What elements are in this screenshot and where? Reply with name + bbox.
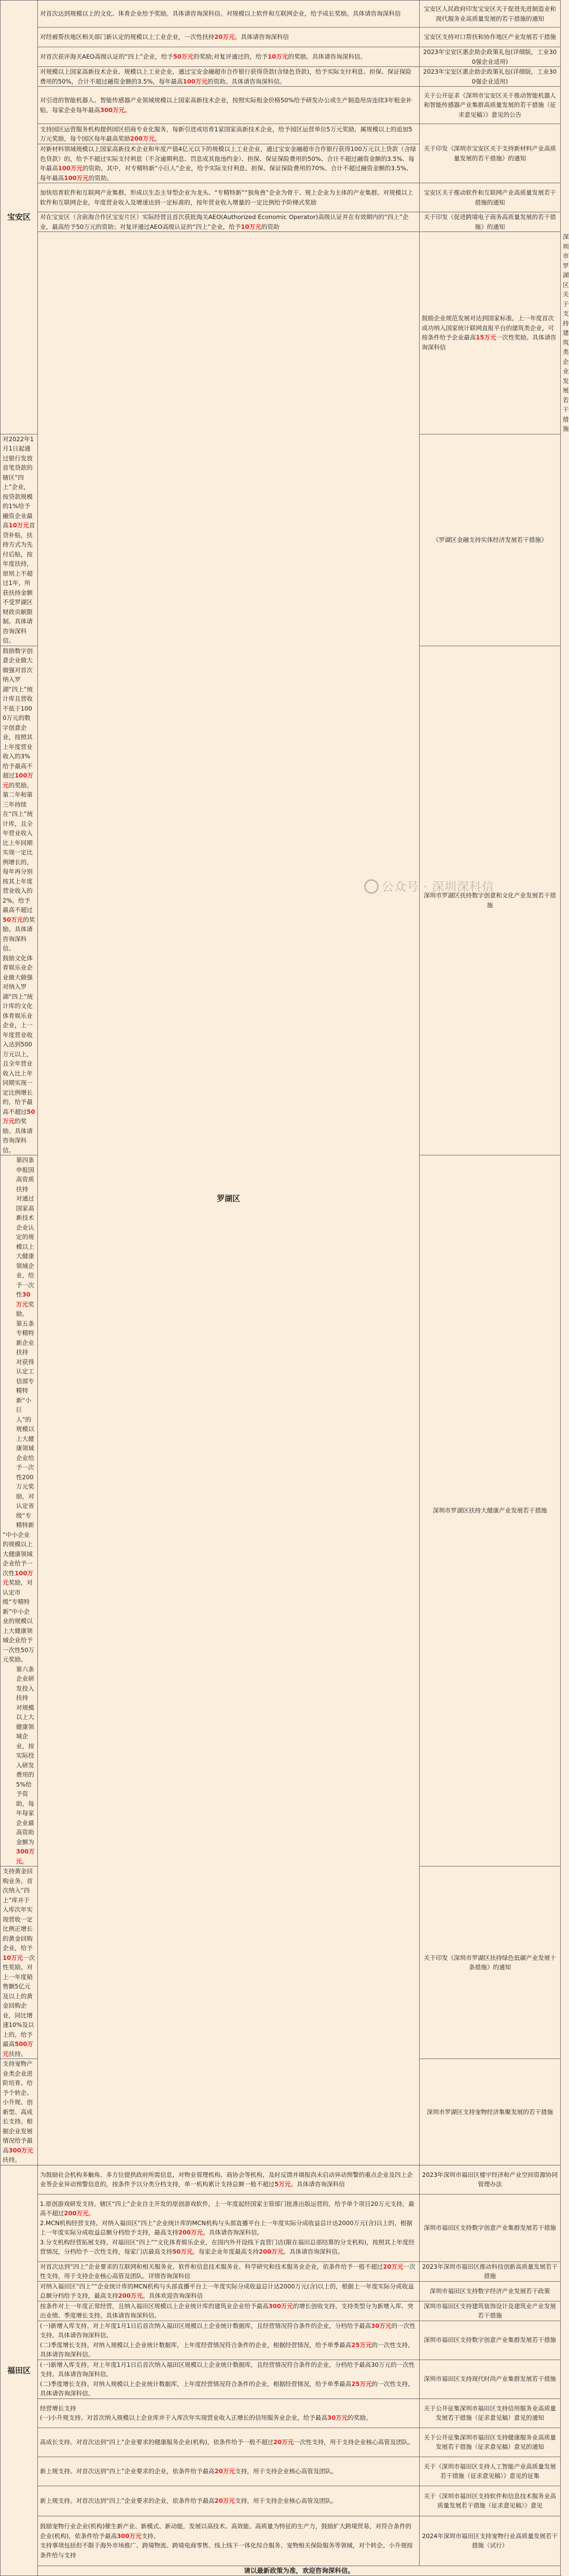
amount-highlight: 200万元 bbox=[178, 2229, 203, 2236]
policy-cell: 新上规支持。对首次达到“四上”企业要求的企业，依条件给予最高20万元支持，用于支持企业核心高管及团队。 bbox=[38, 2457, 420, 2486]
policy-cell: 对规模以上国家高新技术企业、规模以上工业企业，通过宝安金融超市合作银行获得贷款(含绿色贷款)，给予实际支付利息、担保、保证保险费用的50%，合计不超过融资金额的3.5%，每年最高100万元的资助。具体请咨询深科信。 bbox=[38, 67, 420, 87]
source-cell: 深圳市福田区支持数字创意产业集群发展若干措施 bbox=[420, 2321, 561, 2360]
policy-cell: 对首次达到“四上”企业要求的互联网和相关服务业、软件和信息技术服务业、科学研究和技术服务业企业，依条件给予一般不超过20万元一次性支持，用于支持企业核心高管及团队。详情咨询深科信 bbox=[38, 2261, 420, 2281]
policy-cell: 新上规支持。对首次达到“四上”企业要求的企业，依条件给予最高20万元支持，用于支持企业核心高管及团队。 bbox=[38, 2486, 420, 2516]
policy-cell: 鼓励数字创意企业做大做强对首次纳入罗湖“四上”统计库且营收不低于1000万元的数字创意企业，按照其上年度营业收入的3%给予最高不超过100万元的奖励。第二年和第三年持续在“四上”统计库，且全年营业收入比上年同期实现一定比例增长的，每年再分别按其上年度营业收入的2%，给予最高不超过50万元的奖励。具体请咨询深科信。 鼓励文化体育娱乐业企业做大做强对纳入罗湖“四上”统计库的文化体育娱乐业企业，上一年度营业收入达到500万元以上，且全年营业收入比上年同期实现一定比例增长的，给予最高不超过50万元的奖励。具体请咨询深科信。 bbox=[1, 646, 38, 1155]
amount-highlight: 50万元 bbox=[173, 53, 194, 61]
source-cell: 关于印发《深圳市宝安区关于支持新材料产业高质量发展的若干措施》的通知 bbox=[420, 124, 561, 183]
policy-cell: (一)新增入库支持。对上年度1月1日后首次纳入福田区规模以上企业统计数据库，且经营情况符合条件的企业，分档给予最高30万元的一次性支持。具体请咨询深科信。 (二)季度增长支持。对纳入规模以上企业统计数据库，上年度经营情况符合条件的企业，根据经营情况，给予单季最高25万元的一次性支持。具体请咨询深科信。 bbox=[38, 2321, 420, 2360]
policy-cell: 对纳入福田区“四上”“企业统计库的MCN机构与头部直播平台上一年度实际分成收益总计达2000万元(含)以上的，根据上一年度实际分成收益总额分档给予支持，最高支持200万元。具体欢迎咨询深科信 bbox=[38, 2281, 420, 2301]
amount-highlight: 300万元 bbox=[8, 2146, 33, 2154]
watermark-text: 公众号 · 深圳深科信 bbox=[382, 880, 494, 894]
source-cell: 关于印发《促进跨境电子商务高质量发展的若干措施》的通知 bbox=[420, 212, 561, 232]
district-cell: 罗湖区 bbox=[38, 232, 420, 2165]
table-row bbox=[1, 212, 561, 232]
source-cell: 关于公开征集深圳市福田区支持健康服务业高质量发展若干措施（征求意见稿）意见的通知 bbox=[420, 2428, 561, 2457]
policy-cell: 对首次达到规模以上的文化、体育企业给予奖励。具体请咨询深科信。对规模以上软件和互联网企业，给予成长奖励。具体请咨询深科信 bbox=[38, 1, 420, 28]
table-row bbox=[1, 2486, 561, 2516]
amount-highlight: 20万元 bbox=[214, 2467, 235, 2475]
source-cell: 关于《深圳市福田区支持人工智能产业高质量发展若干措施（征求意见稿）》意见的征集 bbox=[420, 2457, 561, 2486]
source-cell: 宝安区支持对口帮扶和协作地区产业发展若干措施 bbox=[420, 28, 561, 47]
table-row bbox=[1, 183, 561, 212]
policy-cell: 1.原创游戏研发支持。辖区“四上”企业自主开发的原创游戏软件，上一年度起经国家主管部门批准出版运营的，给予单个项目20万元支持，最高不超过200万元。 2.MCN机构经营支持。对纳入福田区“四上”企业统计库的MCN机构与头部直播平台上一年度实际分成收益总计达2000万元(含)以上的，根据上一年度实际分成收益总额分档给予支持，最高支持200万元。具体请咨询深科信。 3.分支机构经营拓展支持。对福田区“四上”“文化体育娱乐企业，在国内外开设线下直营门店(限在福田总部结算的分支机构)，按照其上年度经营情况，分档给予一次性支持，每家门店最高支持50万元，每家企业年度最高支持200万元。具体请咨询深科信。 bbox=[38, 2194, 420, 2261]
source-cell: 2023年宝安区惠企助企政策礼包(详细版，工业300强企业适用) bbox=[420, 47, 561, 67]
table-row bbox=[1, 2321, 561, 2360]
source-cell: 关于印发《深圳市罗湖区扶持绿色低碳产业发展十条措施》的通知 bbox=[420, 1866, 561, 2059]
table-row bbox=[1, 28, 561, 47]
policy-cell: 高成长支持。对首次达到“四上”企业要求的健康服务企业(机构)，依条件给予一般不超过20万元一次性支持，用于支持企业核心高管及团队。 bbox=[38, 2428, 420, 2457]
amount-highlight: 20万元 bbox=[214, 2497, 235, 2504]
source-cell: 2023年宝安区惠企助企政策礼包(详细版，工业300强企业适用) bbox=[420, 67, 561, 87]
source-cell: 深圳市罗湖区支持宠物经济集聚发展的若干措施 bbox=[420, 2059, 561, 2165]
table-row bbox=[1, 2301, 561, 2321]
amount-highlight: 50万元 bbox=[3, 916, 23, 923]
policy-cell: 按条件对上一年度正常经营，且纳入福田区规模以上企业统计库的建筑业企业给予最高300万元的增长创收支持，支持类型分为新增入库、突出业绩、季度增长支持。具体请咨询深科信。 bbox=[38, 2301, 420, 2321]
amount-highlight: 10万元 bbox=[268, 53, 288, 61]
source-cell: 深圳市福田区支持数字创意产业集群发展若干措施 bbox=[420, 2194, 561, 2261]
amount-highlight: 10万元 bbox=[3, 1954, 23, 1961]
table-row bbox=[1, 2457, 561, 2486]
policy-cell: 对引进的智能机器人、智能传感器产业领域规模以上国家高新技术企业，按照实际租金价格50%给予研发办公或生产制造用房连续3年租金补贴，每家企业每年最高300万元。 bbox=[38, 87, 420, 124]
amount-highlight: 300万元 bbox=[117, 2532, 142, 2540]
amount-highlight: 300万元 bbox=[16, 1848, 35, 1865]
amount-highlight: 50万元 bbox=[3, 1108, 35, 1125]
policy-cell: 为鼓励社会机构多触角、多方位提供政府所需信息，对物业管理机构、商协会等机构，及时反馈并填报尚未启动异动预警的重点企业及四上企业等企业异动预警信息的，按条件予以分类分档支持，单一机构累计支持总额一般不超过5万元。具体请咨询深科信 bbox=[38, 2165, 420, 2194]
amount-highlight: 10万元 bbox=[241, 223, 261, 230]
policy-cell: 支持黄金回购业务。首次纳入“四上”库并于入库次年实现营收一定比例正增长的黄金回购企业，给予10万元一次性奖励。对上一年度销售额5亿元及以上的黄金回购企业，同比增速10%及以上的，给予最高500万元扶持。 bbox=[1, 1866, 38, 2059]
table-row bbox=[1, 47, 561, 67]
amount-highlight: 300万元 bbox=[268, 2302, 293, 2310]
source-cell: 2023年深圳市福田区楼宇经济和产业空间资源协同管理办法 bbox=[420, 2165, 561, 2194]
amount-highlight: 25万元 bbox=[351, 2380, 372, 2388]
amount-highlight: 50万元 bbox=[172, 2248, 193, 2255]
amount-highlight: 20万元 bbox=[214, 33, 235, 41]
source-cell: 宝安区关于推动软件和互联网产业高质量发展若干措施的通知 bbox=[420, 183, 561, 212]
amount-highlight: 200万元 bbox=[130, 135, 155, 142]
policy-cell: 加快培育软件和互联网产业集群，形成以生态主导型企业为龙头、“专精特新”“独角兽”企业为骨干、规上企业为主体的产业集群。对规模以上软件和互联网企业，年度营业收入及增速达到一定标准的，按年营业收入增量的一定比例给予阶梯式奖励 bbox=[38, 183, 420, 212]
policy-cell: 对在宝安区（含前海合作区宝安片区）实际经营且首次获批海关AEO(Authorized Economic Operator)高级认证并在有效期内的“四上”企业，最高给予50万元的资助；对复评通过AEO高级认证的“四上”企业，给予10万元的资助 bbox=[38, 212, 420, 232]
source-cell: 深圳市福田区支持现代时尚产业集群发展若干措施 bbox=[420, 2360, 561, 2398]
table-row bbox=[1, 87, 561, 124]
amount-highlight: 200万元 bbox=[258, 2248, 284, 2255]
policy-cell: 鼓励宠物行业企业(机构)催生新产业、新模式、新动能，发展以高技术、高效能、高质量为特征的生产力，鼓励扩大跨境贸易，对符合条件的企业(机构)，依条件给予最高300万元支持。 支持事项包括但不限于海外市场推广、跨境物流、跨境电商零售、线上线下一体化综合服务、宠物相关保险服务等领域，对个转企、小升规按条件给与支持 bbox=[38, 2516, 420, 2566]
district-cell: 宝安区 bbox=[1, 1, 38, 434]
policy-cell: 支持园区运营服务机构提供园区招商专业化服务，每新引进或培育1家国家高新技术企业，给予园区运营单位5万元奖励，属规模以上的追加5万元奖励，每个园区每年最高奖励200万元。 bbox=[38, 124, 420, 144]
footer-row bbox=[1, 2566, 561, 2576]
amount-highlight: 10万元 bbox=[8, 522, 29, 529]
policy-cell: 支持宠物产业类企业进阶培育。给予个转企、小升规、创新型、高成长支持。根据企业发展情况给予最高300万元扶持。 bbox=[1, 2059, 38, 2165]
amount-highlight: 100万元 bbox=[183, 77, 207, 85]
policy-cell: 对新材料领域规模以上国家高新技术企业和年度产值4亿元以下的规模以上工业企业，通过宝安金融超市合作银行获得100万元以上贷款（含绿色贷款）的，给予不超过实际支付利息（不含逾期利息、罚息或其他违约金）、担保、保证保险费用的50%、合计不超过融资金额的3.5%、每年最高100万元的资助。其中，对专精特新“小巨人”企业，给予实际支付利息、担保、保证保险费用的70%、合计不超过融资金额的3.5%、每年最高100万元的资助。 bbox=[38, 144, 420, 183]
amount-highlight: 15万元 bbox=[476, 334, 496, 342]
table-row bbox=[1, 124, 561, 144]
table-row bbox=[1, 2398, 561, 2428]
table-row bbox=[1, 1, 561, 28]
source-cell: 深圳市福田区支持数字经济产业发展若干政策 bbox=[420, 2281, 561, 2301]
amount-highlight: 100万元 bbox=[58, 165, 83, 172]
table-row bbox=[1, 67, 561, 87]
source-cell: 深圳市福田区支持建筑装饰设计及建筑业产业发展若干措施 bbox=[420, 2301, 561, 2321]
policy-cell: 对经被帮扶地区相关部门新认定的规模以上工业企业，一次性扶持20万元。具体请咨询深科信 bbox=[38, 28, 420, 47]
policy-cell: 对首次获评海关AEO高级认证的“四上”企业，给予50万元的奖励;对复评通过的，给予10万元的奖励。具体请咨询深科信。 bbox=[38, 47, 420, 67]
table-row bbox=[1, 2281, 561, 2301]
amount-highlight: 5万元 bbox=[274, 2180, 291, 2188]
amount-highlight: 20万元 bbox=[383, 2262, 404, 2270]
footer-note: 请以最新政策为准，欢迎咨询深科信。 bbox=[38, 2566, 561, 2576]
table-row bbox=[1, 2261, 561, 2281]
source-cell: 关于公开征集深圳市福田区支持信用服务业高质量发展若干措施（征求意见稿）意见的通知 bbox=[420, 2398, 561, 2428]
table-row bbox=[1, 2428, 561, 2457]
amount-highlight: 200万元 bbox=[64, 2210, 89, 2217]
watermark bbox=[364, 877, 494, 895]
amount-highlight: 30万元 bbox=[16, 1291, 31, 1308]
table-row bbox=[1, 2516, 561, 2566]
amount-highlight: 30万元 bbox=[371, 2322, 392, 2329]
table-row: 罗湖区 鼓励企业规范发展对达到国家标准，上一年度首次成功纳入国家统计联网直报平台的建筑类企业，可按条件给予企业最高15万元一次性奖励。具体请咨询深科信 深圳市罗湖区关于支持建筑类企业发展若干措施 bbox=[1, 232, 561, 434]
policy-cell: 第四条 申报国高资质扶持 对通过国家高新技术企业认定的规模以上大健康领域企业，给予一次性30万元奖励。 第五条 专精特新企业扶持 对获得认定工信部专精特新“小巨人”的规模以上大健康领域企业给予一次性200万元奖励，对认定省级“专精特新 ”中小企业的规模以上大健康领域企业给予一次性100万元奖励，对认定市级“专精特新”中小企业的规模以上大健康领域企业给予一次性50万元奖励。 第六条 企业研发投入扶持 对规模以上大健康领域企业，按实际投入研发费用的5%给予资助，每年每家企业最高资助金额为300万元。 bbox=[1, 1155, 38, 1866]
source-cell: 深圳市罗湖区扶持数字创意和文化产业发展若干措施 bbox=[420, 646, 561, 1155]
source-cell: 《罗湖区金融支持实体经济发展若干措施》 bbox=[420, 434, 561, 646]
amount-highlight: 100万元 bbox=[3, 772, 33, 789]
wechat-icon bbox=[364, 879, 379, 894]
source-cell: 2023年深圳市福田区推动科技创新高质量发展若干措施 bbox=[420, 2261, 561, 2281]
amount-highlight: 25万元 bbox=[351, 2341, 372, 2349]
table-row bbox=[1, 2360, 561, 2398]
source-cell: 关于公开征求《深圳市宝安区关于推动智能机器人和智能传感器产业集群高质量发展的若干措施（征求意见稿）》意见的公告 bbox=[420, 87, 561, 124]
policy-cell: 鼓励企业规范发展对达到国家标准，上一年度首次成功纳入国家统计联网直报平台的建筑类企业，可按条件给予企业最高15万元一次性奖励。具体请咨询深科信 bbox=[420, 232, 561, 434]
source-cell: 宝安区人民政府印发宝安区关于促进先进制造业和现代服务业高质量发展的若干措施的通知 bbox=[420, 1, 561, 28]
amount-highlight: 100万元 bbox=[64, 174, 89, 182]
table-row bbox=[1, 2165, 561, 2194]
amount-highlight: 30万元 bbox=[327, 2414, 348, 2421]
source-cell: 深圳市罗湖区扶持大健康产业发展若干措施 bbox=[420, 1155, 561, 1866]
policy-cell: (一)新增入库支持。对上年度1月1日后首次纳入福田区规模以上企业统计数据库，且经营情况符合条件的企业，分档给予最高30万元的一次性支持。具体请咨询深科信。 (二)季度增长支持。对纳入规模以上企业统计数据库，上年度经营情况符合条件的企业，根据经营情况，给予单季最高25万元的一次性支持。具体请咨询深科信。 bbox=[38, 2360, 420, 2398]
amount-highlight: 500万元 bbox=[3, 2040, 33, 2057]
policy-cell: 对2022年1月1日起通过银行发放首笔贷款的辖区“四上”企业，按贷款规模的1%给予融资企业最高10万元首贷补贴，扶持方式为先付后贴，按年度扶持，原则上不超过1年，所获扶持金额不受罗湖区财政贡献限制。具体请咨询深科信。 bbox=[1, 434, 38, 646]
source-cell: 关于《深圳市福田区支持软件和信息技术服务业高质量发展若干措施（征求意见稿）》意见 bbox=[420, 2486, 561, 2516]
amount-highlight: 100万元 bbox=[3, 1569, 33, 1586]
amount-highlight: 300万元 bbox=[100, 106, 125, 114]
policy-cell: 经营增长支持 (一)小升规支持。对首次纳入规模以上企业库并于入库次年实现营业收入正增长的信用服务业企业，给予最高30万元的奖励。 bbox=[38, 2398, 420, 2428]
source-cell: 2024年深圳市福田区支持宠物行业高质量发展若干措施（试行） bbox=[420, 2516, 561, 2566]
district-cell: 福田区 bbox=[1, 2165, 38, 2576]
table-row bbox=[1, 2194, 561, 2261]
amount-highlight: 20万元 bbox=[273, 2438, 294, 2446]
amount-highlight: 200万元 bbox=[118, 2292, 143, 2299]
